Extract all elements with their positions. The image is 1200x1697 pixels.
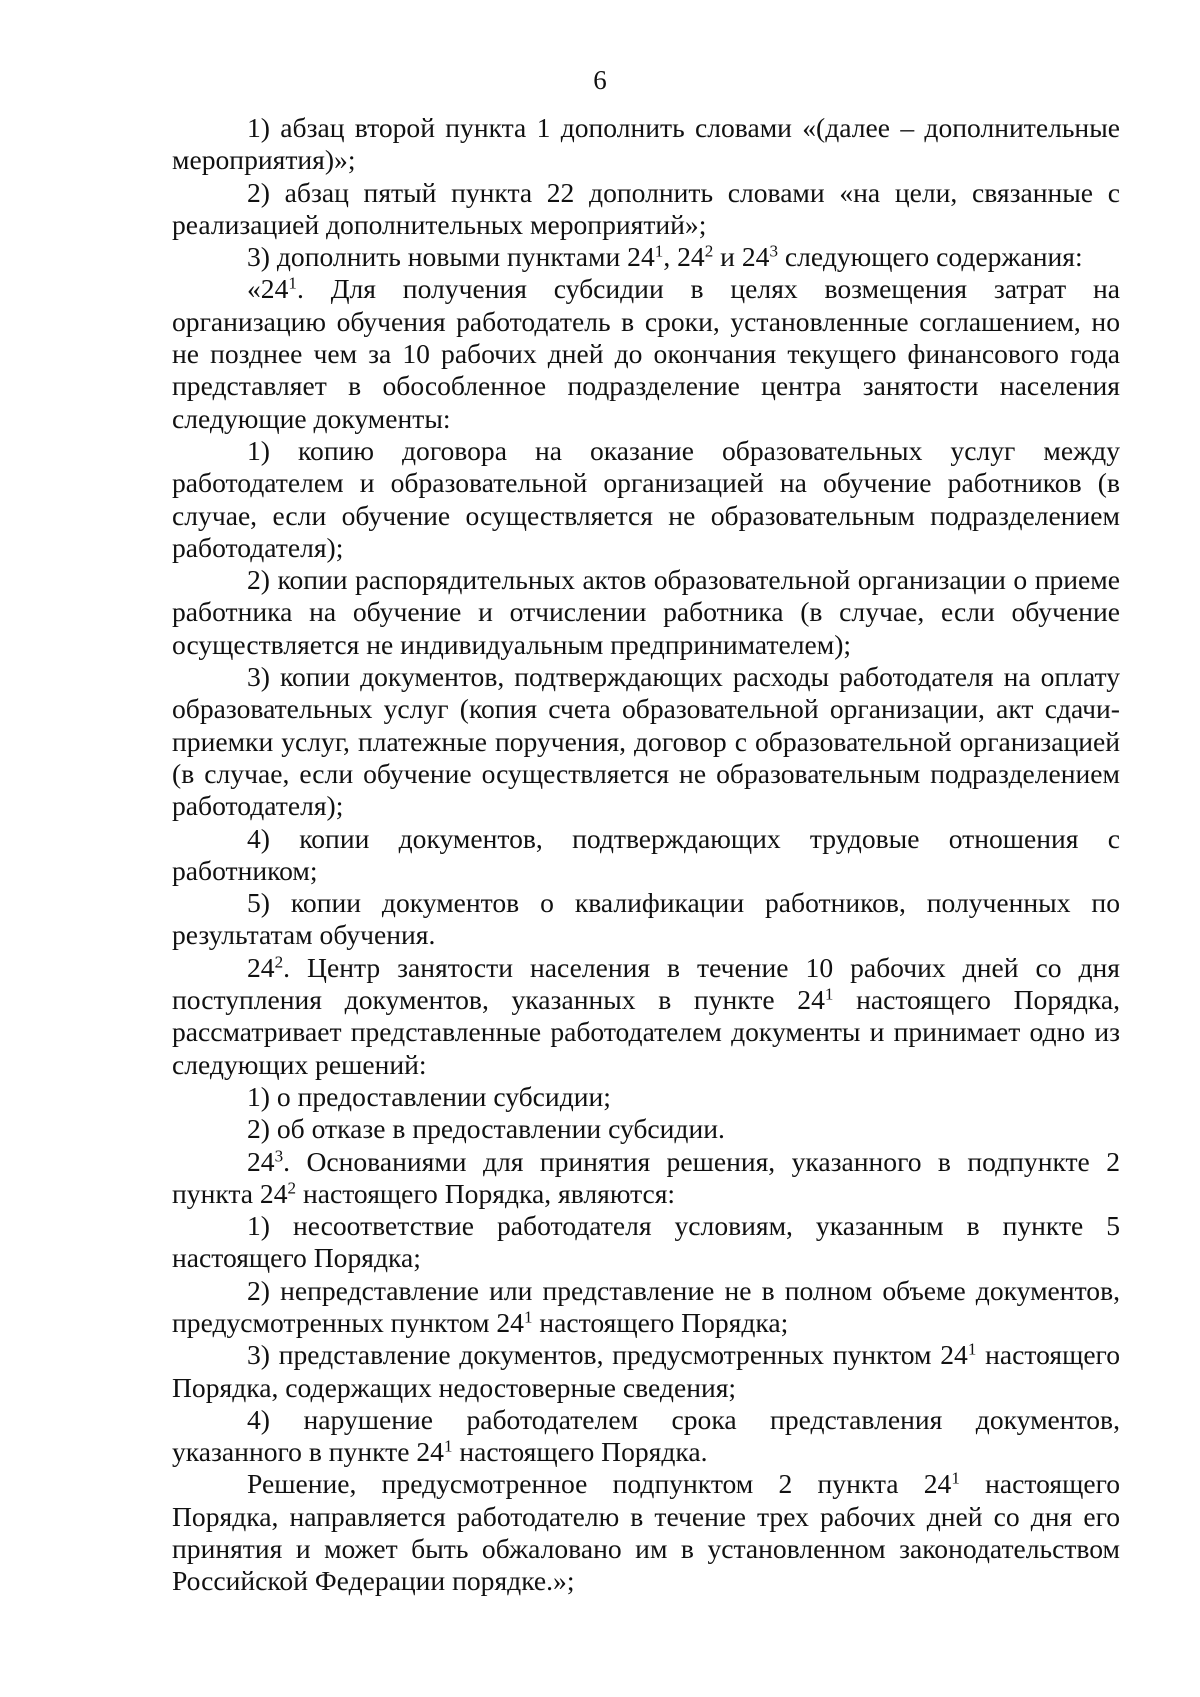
text-run: 5) копии документов о квалификации работников, полученных по результатам обучения. [172, 887, 1120, 951]
paragraph [172, 1146, 1120, 1211]
superscript: 1 [443, 1436, 453, 1456]
document-body [172, 112, 1120, 1598]
text-run: . Центр занятости населения в течение 10 рабочих дней со дня поступления документов, указанных в пункте 24 [172, 951, 1120, 1016]
text-run: 4) копии документов, подтверждающих трудовые отношения с работником; [172, 822, 1120, 886]
paragraph [172, 1210, 1120, 1275]
paragraph [172, 1113, 1120, 1145]
text-run: 24 [247, 951, 275, 983]
text-run: 2) копии распорядительных актов образовательной организации о приеме работника на обучение и отчислении работника (в случае, если обучение осуществляется не индивидуальным предпринимателем); [172, 564, 1120, 660]
text-run: . Основаниями для принятия решения, указанного в подпункте 2 пункта 24 [172, 1145, 1120, 1209]
paragraph [172, 887, 1120, 952]
text-run: 1) абзац второй пункта 1 дополнить словами «(далее – дополнительные мероприятия)»; [172, 112, 1120, 176]
text-run: настоящего Порядка, рассматривает представленные работодателем документы и принимает одно из следующих решений: [172, 984, 1120, 1080]
superscript: 1 [824, 984, 834, 1004]
superscript: 2 [274, 952, 284, 972]
text-run: 2) об отказе в предоставлении субсидии. [247, 1113, 725, 1145]
paragraph [172, 661, 1120, 822]
text-run: следующего содержания: [778, 241, 1083, 273]
superscript: 3 [769, 241, 779, 261]
superscript: 1 [288, 274, 297, 294]
paragraph [172, 273, 1120, 434]
text-run: 2) абзац пятый пункта 22 дополнить словами «на цели, связанные с реализацией дополнительных мероприятий»; [172, 176, 1120, 240]
superscript: 1 [523, 1307, 533, 1327]
superscript: 1 [654, 241, 664, 261]
paragraph [172, 112, 1120, 177]
text-run: 24 [247, 1145, 275, 1177]
text-run: и 24 [713, 241, 770, 273]
superscript: 2 [704, 241, 714, 261]
text-run: «24 [247, 273, 289, 305]
text-run: настоящего Порядка, являются: [296, 1177, 676, 1209]
text-run: 3) копии документов, подтверждающих расходы работодателя на оплату образовательных услуг (копия счета образовательной организации, акт сдачи-приемки услуг, платежные поручения, договор с образовательной организацией (в случае, если обучение осуществляется не образовательным подразделением работодателя); [172, 661, 1120, 822]
text-run: настоящего Порядка; [532, 1306, 789, 1338]
text-run: 2) непредставление или представление не в полном объеме документов, предусмотренных пунктом 24 [172, 1274, 1120, 1338]
page-number: 6 [593, 65, 607, 95]
text-run: . Для получения субсидии в целях возмещения затрат на организацию обучения работодатель в сроки, установленные соглашением, но не позднее чем за 10 рабочих дней до окончания текущего финансового года представляет в обособленное подразделение центра занятости населения следующие документы: [172, 273, 1120, 434]
text-run: Решение, предусмотренное подпунктом 2 пункта 24 [247, 1468, 952, 1500]
text-run: 1) несоответствие работодателя условиям, указанным в пункте 5 настоящего Порядка; [172, 1210, 1120, 1274]
superscript: 1 [967, 1339, 977, 1359]
text-run: 1) о предоставлении субсидии; [247, 1080, 611, 1112]
superscript: 3 [274, 1146, 284, 1166]
text-run: 4) нарушение работодателем срока представления документов, указанного в пункте 24 [172, 1403, 1120, 1468]
paragraph [172, 1468, 1120, 1597]
text-run: настоящего Порядка, содержащих недостоверные сведения; [172, 1339, 1120, 1403]
text-run: настоящего Порядка. [452, 1436, 708, 1468]
paragraph [172, 1404, 1120, 1469]
paragraph [172, 1275, 1120, 1340]
paragraph [172, 1081, 1120, 1113]
superscript: 2 [287, 1178, 297, 1198]
text-run: , 24 [663, 241, 705, 273]
paragraph [172, 241, 1120, 273]
paragraph [172, 823, 1120, 888]
paragraph [172, 435, 1120, 564]
text-run: настоящего Порядка, направляется работодателю в течение трех рабочих дней со дня его принятия и может быть обжаловано им в установленном законодательством Российской Федерации порядке.»; [172, 1468, 1120, 1597]
text-run: 1) копию договора на оказание образовательных услуг между работодателем и образовательной организацией на обучение работников (в случае, если обучение осуществляется не образовательным подразделением работодателя); [172, 434, 1120, 563]
text-run: 3) дополнить новыми пунктами 24 [247, 241, 655, 273]
superscript: 1 [951, 1469, 960, 1489]
paragraph [172, 564, 1120, 661]
paragraph [172, 177, 1120, 242]
paragraph [172, 952, 1120, 1081]
paragraph [172, 1339, 1120, 1404]
text-run: 3) представление документов, предусмотренных пунктом 24 [247, 1339, 968, 1371]
